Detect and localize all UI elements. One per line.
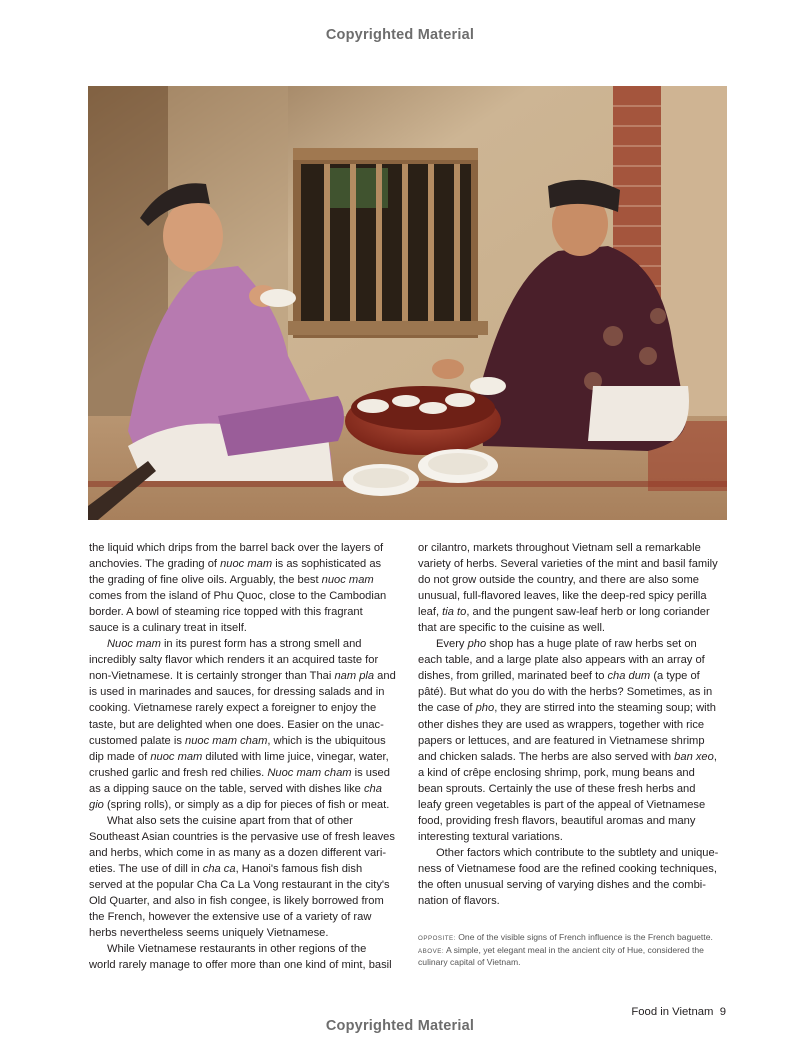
text-line: comes from the island of Phu Quoc, close to the Cambodian <box>89 590 387 603</box>
text-line: papers or lettuces, and are featured in Vietnamese shrimp <box>418 734 705 747</box>
text-line: taste, but are delighted when one does. Easier on the unac- <box>89 718 384 731</box>
text-line: leaf, tia to, and the pungent saw-leaf herb or long coriander <box>418 606 710 619</box>
text-line: other dishes they are used as wrappers, together with rice <box>418 718 705 731</box>
caption-label-opposite: OPPOSITE: <box>418 935 456 942</box>
italic-term: gio <box>89 798 104 811</box>
italic-term: nuoc mam cham <box>185 734 268 747</box>
caption-line-above <box>418 945 730 958</box>
page-number: 9 <box>719 1006 726 1018</box>
text-line: gio (spring rolls), or simply as a dip for pieces of fish or meat. <box>89 798 390 811</box>
italic-term: cha dum <box>607 670 651 683</box>
text-line: the liquid which drips from the barrel back over the layers of <box>89 542 384 554</box>
text-column-right <box>418 540 728 909</box>
italic-term: Nuoc mam <box>107 638 161 651</box>
text-line: Old Quarter, and also in fish congee, is likely borrowed from <box>89 895 384 908</box>
text-line: nation of flavors. <box>418 895 500 908</box>
text-line: served at the popular Cha Ca La Vong restaurant in the city's <box>89 878 390 891</box>
text-line: customed palate is nuoc mam cham, which is the ubiquitous <box>89 734 386 747</box>
caption-text-above-1: A simple, yet elegant meal in the ancient city of Hue, considered the <box>445 944 704 955</box>
text-line: a kind of crêpe enclosing shrimp, pork, mung beans and <box>418 766 695 779</box>
text-line: Southeast Asian countries is the pervasive use of fresh leaves <box>89 830 395 843</box>
text-line: dip made of nuoc mam diluted with lime juice, vinegar, water, <box>89 750 389 763</box>
caption-label-above: ABOVE: <box>418 947 445 955</box>
text-line: Every pho shop has a huge plate of raw herbs set on <box>436 638 697 651</box>
text-line: and chicken salads. The herbs are also served with ban xeo, <box>418 750 717 763</box>
watermark-bottom: Copyrighted Material <box>325 1018 475 1034</box>
text-line: cooking. Vietnamese rarely expect a foreigner to enjoy the <box>89 702 377 715</box>
text-line: What also sets the cuisine apart from that of other <box>107 814 353 827</box>
italic-term: cha ca <box>202 862 236 875</box>
italic-term: ban xeo <box>674 750 714 763</box>
text-line: the often unusual serving of varying dishes and the combi- <box>418 878 706 891</box>
watermark-top: Copyrighted Material <box>325 27 475 43</box>
text-line: herbs nevertheless seems uniquely Vietnamese. <box>89 927 329 940</box>
text-line: ness of Vietnamese food are the refined cooking techniques, <box>418 862 717 875</box>
text-line: crushed garlic and fresh red chilies. Nuoc mam cham is used <box>89 766 390 779</box>
text-line: the French, however the extensive use of a variety of raw <box>89 911 372 924</box>
photo-two-men-eating <box>88 86 727 520</box>
caption-text-above-2: culinary capital of Vietnam. <box>418 957 521 968</box>
text-line: or cilantro, markets throughout Vietnam sell a remarkable <box>418 542 701 554</box>
text-line: interesting textural variations. <box>418 830 563 843</box>
italic-term: pho <box>475 702 495 715</box>
text-line: border. A bowl of steaming rice topped with this fragrant <box>89 606 363 619</box>
italic-term: nuoc mam <box>220 558 273 571</box>
text-line: bean sprouts. Certainly the use of these fresh herbs and <box>418 782 696 795</box>
caption-line-opposite <box>418 932 730 945</box>
photo-caption <box>418 932 730 969</box>
italic-term: tia to <box>442 606 467 619</box>
text-line: and herbs, which come in as many as a dozen different vari- <box>89 846 387 859</box>
text-line: anchovies. The grading of nuoc mam is as sophisticated as <box>89 558 382 571</box>
text-line: unusual, full-flavored leaves, like the deep-red spicy perilla <box>418 590 707 603</box>
italic-term: cha <box>363 782 382 795</box>
caption-text-opposite: One of the visible signs of French influence is the French baguette. <box>458 932 713 942</box>
italic-term: nuoc mam <box>321 574 374 587</box>
text-line: dishes, from grilled, marinated beef to cha dum (a type of <box>418 670 700 683</box>
text-line: Nuoc mam in its purest form has a strong smell and <box>107 638 362 651</box>
text-line: leafy green vegetables is part of the appeal of Vietnamese <box>418 798 706 811</box>
text-line: each table, and a large plate also appears with an array of <box>418 654 705 667</box>
text-line: pâté). But what do you do with the herbs? Sometimes, as in <box>418 686 713 699</box>
text-line: While Vietnamese restaurants in other regions of the <box>107 943 367 956</box>
text-line: do not grow outside the country, and there are also some <box>418 574 699 587</box>
italic-term: Nuoc mam cham <box>267 766 352 779</box>
photo-illustration <box>88 86 727 520</box>
text-line: the case of pho, they are stirred into the steaming soup; with <box>418 702 716 715</box>
text-line: the grading of fine olive oils. Arguably, the best nuoc mam <box>89 574 374 587</box>
text-line: world rarely manage to offer more than one kind of mint, basil <box>89 959 392 972</box>
text-column-left <box>89 540 399 973</box>
text-line: incredibly salty flavor which renders it an acquired taste for <box>89 654 379 667</box>
text-line: Other factors which contribute to the subtlety and unique- <box>436 846 719 859</box>
text-line: as a dipping sauce on the table, served with dishes like cha <box>89 782 382 795</box>
text-line: food, providing fresh flavors, beautiful aromas and many <box>418 814 696 827</box>
text-line: non-Vietnamese. It is certainly stronger than Thai nam pla and <box>89 670 396 683</box>
text-line: sauce is a culinary treat in itself. <box>89 622 247 635</box>
text-line: eties. The use of dill in cha ca, Hanoi's famous fish dish <box>89 862 363 875</box>
running-head: Food in Vietnam <box>631 1006 714 1018</box>
italic-term: pho <box>467 638 487 651</box>
text-line: variety of herbs. Several varieties of the mint and basil family <box>418 558 718 571</box>
italic-term: nuoc mam <box>150 750 203 763</box>
italic-term: nam pla <box>334 670 375 683</box>
text-line: is used in marinades and sauces, for dressing salads and in <box>89 686 385 699</box>
page-footer <box>560 1006 726 1018</box>
text-line: that are specific to the cuisine as well. <box>418 622 606 635</box>
